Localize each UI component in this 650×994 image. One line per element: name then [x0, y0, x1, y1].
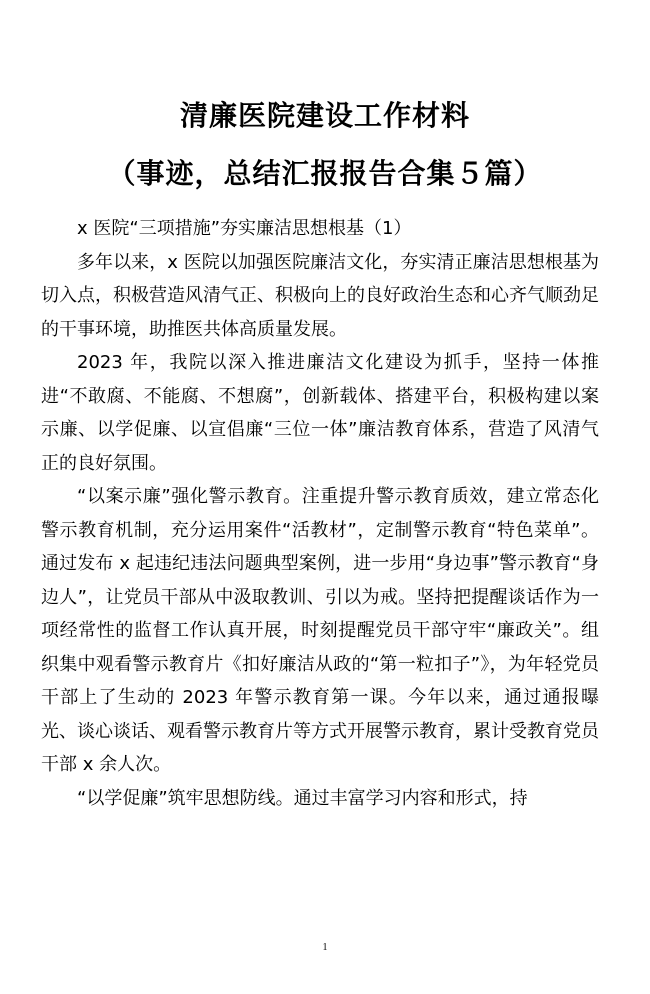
document-title: 清廉医院建设工作材料 [179, 99, 470, 132]
page-number: 1 [322, 942, 328, 953]
paragraph: “以学促廉”筑牢思想防线。通过丰富学习内容和形式，持 [77, 787, 528, 809]
paragraph: “以案示廉”强化警示教育。注重提升警示教育质效，建立常态化警示教育机制，充分运用案件“活教材”，定制警示教育“特色菜单”。通过发布 x 起违纪违法问题典型案例，进一步用“身边事”警示教育“身边人”，让党员干部从中汲取教训、引以为戒。坚持把提醒谈话作为一项经常性的监督工作认真开展，时刻提醒党员干部守牢“廉政关”。组织集中观看警示教育片《扣好廉洁从政的“第一粒扣子”》，为年轻党员干部上了生动的 2023 年警示教育第一课。今年以来，通过通报曝光、谈心谈话、观看警示教育片等方式开展警示教育，累计受教育党员干部 x 余人次。 [41, 486, 599, 775]
paragraph: 多年以来，x 医院以加强医院廉洁文化，夯实清正廉洁思想根基为切入点，积极营造风清气正、积极向上的良好政治生态和心齐气顺劲足的干事环境，助推医共体高质量发展。 [41, 251, 599, 340]
document-subtitle: （事迹，总结汇报报告合集５篇） [107, 157, 543, 190]
paragraph: 2023 年，我院以深入推进廉洁文化建设为抓手，坚持一体推进“不敢腐、不能腐、不想腐”，创新载体、搭建平台，积极构建以案示廉、以学促廉、以宣倡廉“三位一体”廉洁教育体系，营造了风清气正的良好氛围。 [41, 352, 599, 474]
document-body [41, 212, 599, 815]
section-heading: x 医院“三项措施”夯实廉洁思想根基（1） [77, 218, 412, 239]
